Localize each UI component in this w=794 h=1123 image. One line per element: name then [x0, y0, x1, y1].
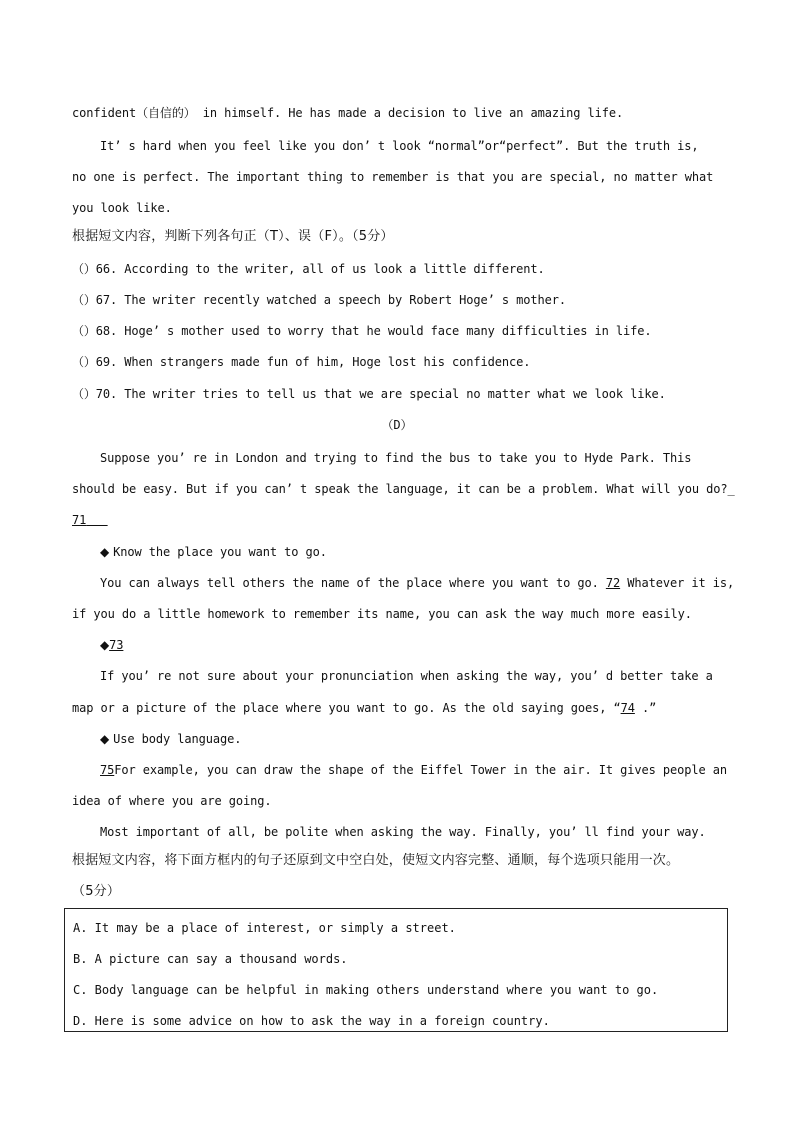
option-b: B. A picture can say a thousand words. [73, 952, 348, 966]
tip-text: Use body language. [113, 732, 242, 746]
tip-know-place [100, 544, 730, 560]
tf-question-70: （）70. The writer tries to tell us that we are special no matter what we look like. [72, 387, 666, 401]
fill-score: （5分） [72, 884, 121, 899]
passage-line: confident（自信的） in himself. He has made a decision to live an amazing life. [72, 106, 624, 120]
passage-line [100, 575, 735, 591]
passage-line: It’ s hard when you feel like you don’ t look “normal”or“perfect”. But the truth is, [100, 139, 699, 153]
passage-line: Suppose you’ re in London and trying to find the bus to take you to Hyde Park. This [100, 451, 692, 465]
passage-text: For example, you can draw the shape of the Eiffel Tower in the air. It gives people an [114, 763, 727, 777]
blank-73: 73 [109, 638, 124, 652]
tf-instruction: 根据短文内容，判断下列各句正（T）、误（F）。（5分） [72, 229, 394, 244]
passage-text: .” [641, 701, 657, 715]
passage-line: idea of where you are going. [72, 794, 272, 808]
passage-line: If you’ re not sure about your pronunciation when asking the way, you’ d better take a [100, 669, 713, 683]
tf-question-69: （）69. When strangers made fun of him, Hoge lost his confidence. [72, 355, 531, 369]
blank-71: 71 [72, 513, 87, 527]
passage-text: You can always tell others the name of the place where you want to go. [100, 576, 599, 590]
tf-question-67: （）67. The writer recently watched a speech by Robert Hoge’ s mother. [72, 293, 567, 307]
passage-text: map or a picture of the place where you want to go. As the old saying goes, “ [72, 701, 621, 715]
blank-74: 74 [620, 701, 635, 715]
option-a: A. It may be a place of interest, or simply a street. [73, 921, 456, 935]
diamond-bullet-icon: ◆ [100, 638, 110, 652]
tip-text: Know the place you want to go. [113, 545, 327, 559]
passage-line: Most important of all, be polite when asking the way. Finally, you’ ll find your way. [100, 825, 706, 839]
blank-72: 72 [605, 576, 621, 590]
fill-instruction: 根据短文内容，将下面方框内的句子还原到文中空白处，使短文内容完整、通顺，每个选项只能用一次。 [72, 853, 680, 868]
diamond-bullet-icon: ◆ [100, 545, 110, 559]
option-d: D. Here is some advice on how to ask the way in a foreign country. [73, 1014, 550, 1028]
passage-line: no one is perfect. The important thing to remember is that you are special, no matter what [72, 170, 714, 184]
passage-line [100, 762, 730, 778]
tf-question-66: （）66. According to the writer, all of us look a little different. [72, 262, 545, 276]
tip-blank-73 [100, 637, 730, 653]
passage-text: Whatever it is, [627, 576, 735, 590]
tip-body-language [100, 731, 730, 747]
options-box [64, 908, 728, 1032]
section-heading-d: （D） [381, 418, 413, 432]
passage-line: you look like. [72, 201, 172, 215]
blank-75: 75 [100, 763, 115, 777]
option-c: C. Body language can be helpful in making others understand where you want to go. [73, 983, 659, 997]
blank-71-line [72, 512, 732, 528]
passage-line: if you do a little homework to remember its name, you can ask the way much more easily. [72, 607, 692, 621]
diamond-bullet-icon: ◆ [100, 732, 110, 746]
tf-question-68: （）68. Hoge’ s mother used to worry that he would face many difficulties in life. [72, 324, 652, 338]
passage-line: should be easy. But if you can’ t speak the language, it can be a problem. What will you do?_ [72, 482, 735, 496]
passage-line [72, 700, 732, 716]
